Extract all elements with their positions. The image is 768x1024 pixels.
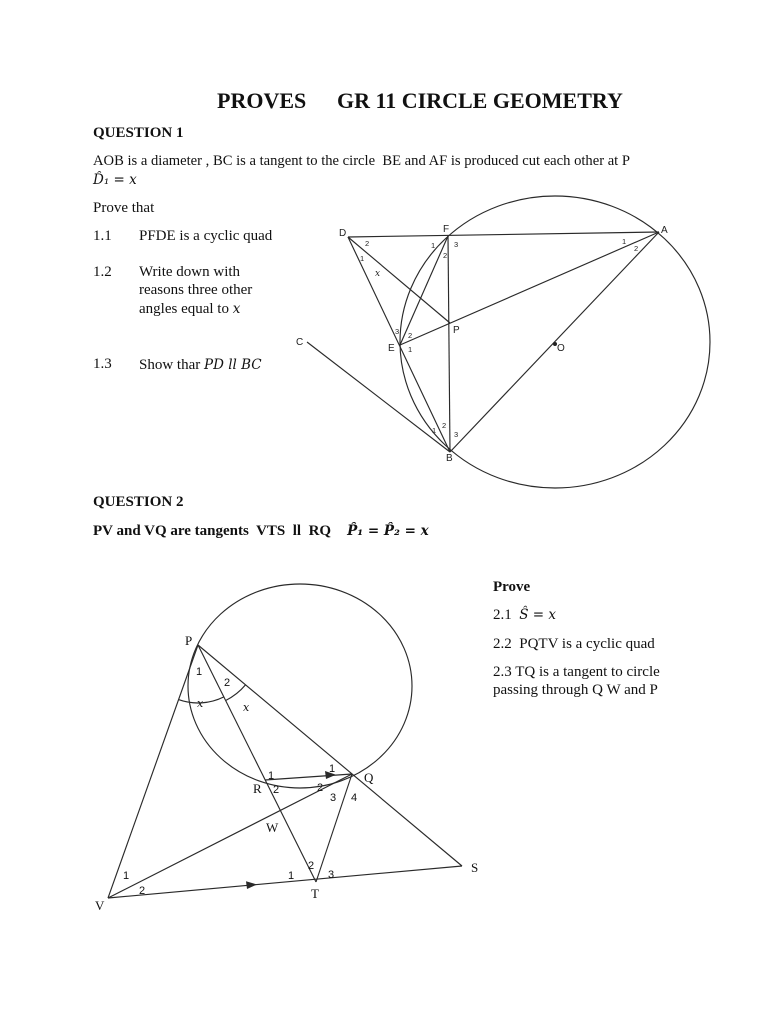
question2-given: P̂₁ = P̂₂ = x: [347, 523, 429, 539]
question1-prove-label: Prove that: [93, 200, 155, 216]
angle-label-q1: 1: [329, 763, 336, 775]
item-1-3-line: [139, 355, 262, 375]
item-1-3-number: 1.3: [93, 356, 112, 372]
line-pt: [198, 645, 316, 882]
question1-heading: QUESTION 1: [93, 125, 184, 141]
angle-label-p2: 2: [224, 677, 231, 689]
angle-label-b1: 1: [432, 426, 437, 435]
point-label-p: P: [453, 325, 460, 336]
point-label-f: F: [443, 224, 450, 235]
angle-label-r1: 1: [268, 770, 275, 782]
point-label-o: O: [557, 343, 565, 354]
item-2-2-text: PQTV is a cyclic quad: [519, 636, 655, 652]
item-1-2-number: 1.2: [93, 264, 112, 280]
point-label-r: R: [253, 781, 262, 796]
angle-label-b3: 3: [454, 430, 459, 439]
angle-label-f1: 1: [431, 241, 436, 250]
point-label-q: Q: [364, 770, 374, 785]
point-label-a: A: [661, 225, 668, 236]
angle-label-d1: 1: [360, 254, 365, 263]
item-1-2-line-1: Write down with: [139, 264, 241, 280]
angle-label-v1: 1: [123, 870, 130, 882]
angle-label-q2: 2: [317, 782, 324, 794]
line-rq: [265, 774, 352, 780]
item-2-3-line-2: passing through Q W and P: [493, 682, 658, 698]
angle-label-d2: 2: [365, 239, 370, 248]
item-1-3-math: PD ll BC: [204, 357, 262, 373]
line-db: [348, 237, 450, 452]
item-1-1-number: 1.1: [93, 228, 112, 244]
point-label-e: E: [388, 343, 395, 354]
angle-value-p2: x: [243, 701, 250, 714]
item-2-3-number: 2.3: [493, 664, 512, 680]
parallel-arrow-vs: [246, 881, 257, 889]
item-2-1-math: Ŝ = x: [519, 607, 557, 623]
angle-label-q3: 3: [330, 792, 337, 804]
line-da: [348, 232, 659, 237]
angle-label-v2: 2: [139, 885, 146, 897]
angle-label-t1: 1: [288, 870, 295, 882]
angle-label-p1: 1: [196, 666, 203, 678]
angle-value-p1: x: [197, 697, 204, 710]
angle-label-e3: 3: [395, 327, 400, 336]
question1-given: D̂₁ = x: [93, 172, 137, 188]
question2-heading: QUESTION 2: [93, 494, 184, 510]
angle-label-r2: 2: [273, 784, 280, 796]
angle-label-t3: 3: [328, 869, 335, 881]
item-1-2-line-3: [139, 299, 240, 319]
item-2-1: [493, 605, 556, 625]
angle-value-d1: x: [375, 269, 381, 279]
item-2-2-number: 2.2: [493, 636, 512, 652]
point-label-t: T: [311, 886, 319, 901]
point-label-b: B: [446, 453, 453, 464]
angle-label-a2: 2: [634, 244, 639, 253]
line-ab-diameter: [450, 232, 659, 452]
line-cb-tangent: [307, 342, 450, 452]
angle-label-e1: 1: [408, 345, 413, 354]
line-fe: [400, 236, 448, 345]
item-1-2-line-2: reasons three other: [139, 282, 253, 298]
title-proves: PROVES: [217, 88, 307, 113]
line-pv-tangent: [108, 645, 198, 898]
item-1-3-text: Show thar: [139, 357, 201, 373]
line-ae: [400, 232, 659, 345]
item-1-2-math: x: [232, 301, 241, 317]
question2-prove-label: Prove: [493, 579, 531, 595]
point-label-p: P: [185, 633, 193, 648]
angle-label-q4: 4: [351, 792, 358, 804]
angle-label-t2: 2: [308, 860, 315, 872]
question1-statement: AOB is a diameter , BC is a tangent to the circle BE and AF is produced cut each other at P: [93, 153, 630, 169]
angle-label-e2: 2: [408, 331, 413, 340]
item-1-1-text: PFDE is a cyclic quad: [139, 228, 273, 244]
angle-label-f2: 2: [443, 251, 448, 260]
line-fb: [448, 236, 450, 452]
point-label-s: S: [471, 860, 479, 875]
angle-label-f3: 3: [454, 240, 459, 249]
line-ps: [198, 645, 462, 866]
title-subject: GR 11 CIRCLE GEOMETRY: [337, 88, 623, 113]
circle-pqr: [188, 584, 412, 788]
point-label-c: C: [296, 337, 304, 348]
item-2-2: [493, 635, 655, 653]
question2-statement-line: [93, 521, 429, 541]
item-2-1-number: 2.1: [493, 607, 512, 623]
item-2-3-line-1: [493, 663, 660, 681]
question2-statement: PV and VQ are tangents VTS ll RQ: [93, 523, 332, 539]
angle-label-a1: 1: [622, 237, 627, 246]
question2-diagram: [85, 575, 485, 920]
question1-diagram: [285, 215, 725, 495]
point-label-w: W: [266, 820, 279, 835]
point-label-v: V: [95, 898, 105, 913]
item-2-3-text-1: TQ is a tangent to circle: [515, 664, 660, 680]
item-1-2-line-3-text: angles equal to: [139, 301, 229, 317]
angle-label-b2: 2: [442, 421, 447, 430]
point-label-d: D: [339, 228, 347, 239]
